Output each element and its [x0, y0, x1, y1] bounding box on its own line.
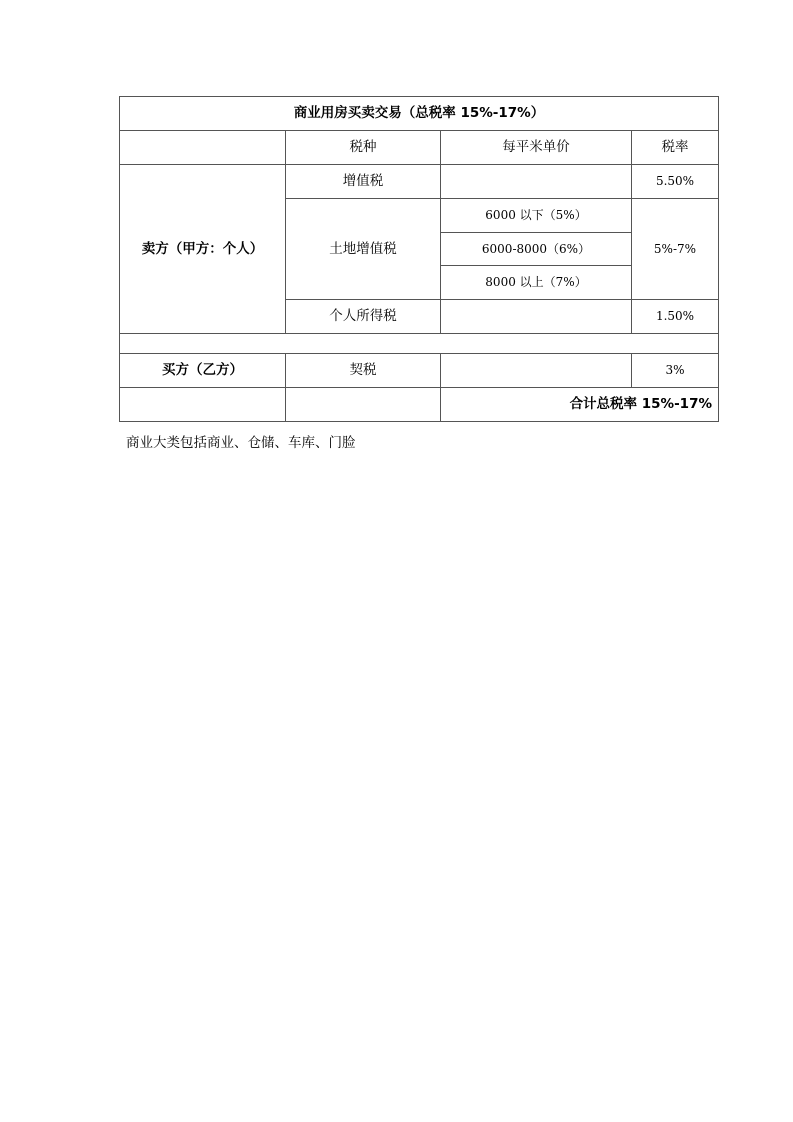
land-vat-rate: 5%-7%: [632, 199, 719, 300]
deed-tax-price-cell: [441, 354, 632, 388]
total-empty-cell-1: [120, 388, 286, 422]
category-note: 商业大类包括商业、仓储、车库、门脸: [126, 435, 356, 451]
income-tax-price-cell: [441, 300, 632, 334]
income-tax-rate: 1.50%: [632, 300, 719, 334]
vat-name: 增值税: [286, 165, 441, 199]
table-title: 商业用房买卖交易（总税率 15%-17%）: [120, 97, 719, 131]
total-rate: 合计总税率 15%-17%: [441, 388, 719, 422]
title-row: [120, 97, 719, 131]
land-vat-name: 土地增值税: [286, 199, 441, 300]
header-tax-type: 税种: [286, 131, 441, 165]
land-vat-tier-3: 8000 以上（7%）: [441, 266, 632, 300]
header-rate: 税率: [632, 131, 719, 165]
header-unit-price: 每平米单价: [441, 131, 632, 165]
header-row: [120, 131, 719, 165]
header-empty-cell: [120, 131, 286, 165]
seller-label: 卖方（甲方：个人）: [120, 165, 286, 334]
vat-price-cell: [441, 165, 632, 199]
table-row: [120, 165, 719, 199]
spacer-cell: [120, 334, 719, 354]
land-vat-tier-2: 6000-8000（6%）: [441, 233, 632, 266]
buyer-label: 买方（乙方）: [120, 354, 286, 388]
deed-tax-rate: 3%: [632, 354, 719, 388]
tax-table: [119, 96, 719, 422]
spacer-row: [120, 334, 719, 354]
total-row: [120, 388, 719, 422]
income-tax-name: 个人所得税: [286, 300, 441, 334]
total-empty-cell-2: [286, 388, 441, 422]
table-row: [120, 354, 719, 388]
land-vat-tier-1: 6000 以下（5%）: [441, 199, 632, 233]
vat-rate: 5.50%: [632, 165, 719, 199]
deed-tax-name: 契税: [286, 354, 441, 388]
